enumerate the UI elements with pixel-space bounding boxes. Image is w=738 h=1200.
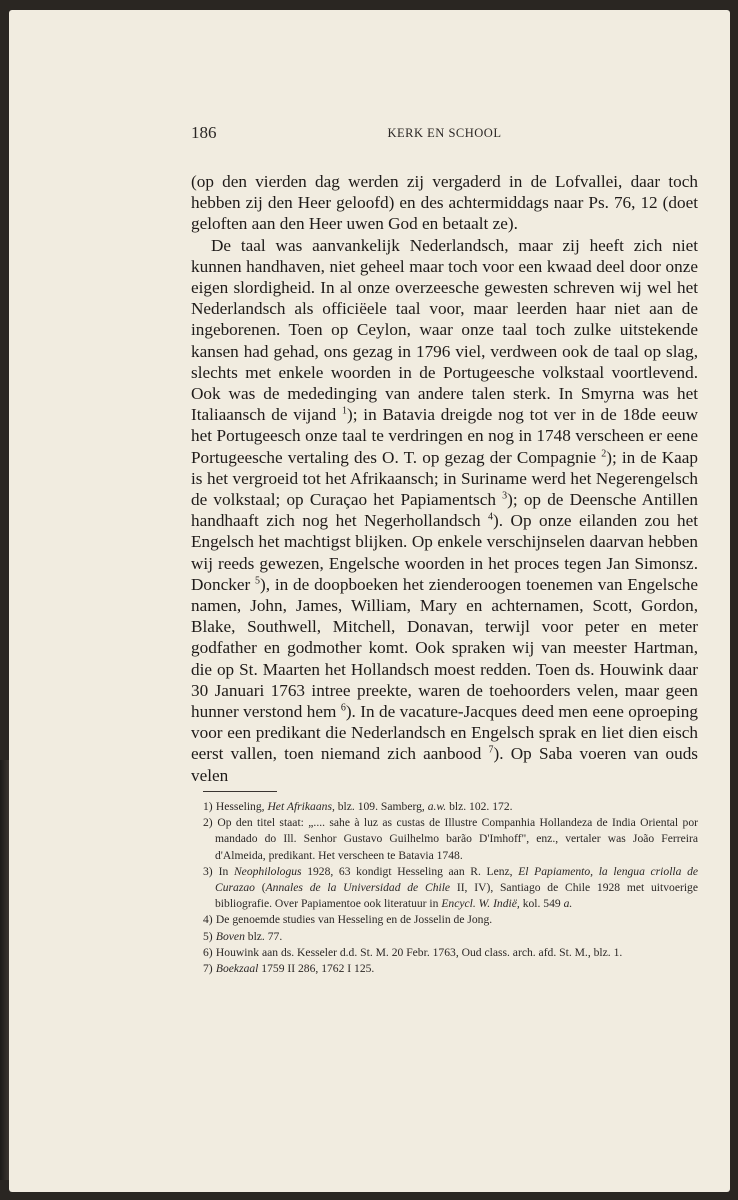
fn-text: 1759 II 286, 1762 I 125. xyxy=(258,962,375,976)
book-spine-shadow xyxy=(0,760,9,1180)
fn-italic: Neophilologus xyxy=(233,864,302,878)
fn-italic: a.w. xyxy=(427,800,447,813)
fn-text: II, IV), Santiago de Chile 1928 met uitvoerige bibliografie. Over Papiamentoe ook literatuur in xyxy=(215,881,698,911)
fn-text: kol. 549 xyxy=(519,897,564,911)
text-span: ). Op onze eilanden zou het Engelsch het machtigst blijken. Op enkele verschijnselen daarvan hebben wij reeds gewezen, Engelsche woorden in het proces tegen Jan Simonsz. Doncker xyxy=(191,511,698,594)
footnote-mark: 2) xyxy=(203,816,213,830)
footnote-mark: 5) xyxy=(203,929,213,943)
fn-text: blz. 77. xyxy=(244,929,283,943)
fn-italic: Boven xyxy=(215,929,245,943)
footnote-ref-6[interactable]: 6 xyxy=(340,702,346,714)
footnote-mark: 3) xyxy=(203,864,213,878)
fn-text: 1928, 63 kondigt Hesseling aan R. Lenz, xyxy=(301,864,519,878)
fn-italic: a. xyxy=(563,897,573,911)
fn-text: blz. 102. 172. xyxy=(446,800,513,813)
footnote-mark: 7) xyxy=(203,962,213,976)
fn-text: Hesseling, xyxy=(215,800,268,813)
fn-text: De genoemde studies van Hesseling en de Josselin de Jong. xyxy=(215,913,493,927)
footnote-4 xyxy=(203,912,698,928)
text-span: ). Op Saba voeren van ouds velen xyxy=(191,744,698,785)
fn-italic: Annales de la Universidad de Chile xyxy=(265,881,451,895)
footnote-mark: 6) xyxy=(203,945,213,959)
footnote-6 xyxy=(203,945,698,961)
footnote-mark: 4) xyxy=(203,913,213,927)
footnote-2 xyxy=(203,815,698,864)
fn-italic: Boekzaal xyxy=(215,962,259,976)
paragraph-1: (op den vierden dag werden zij vergaderd in de Lofvallei, daar toch hebben zij den Heer geloofd) en des achtermiddags naar Ps. 76, 12 (doet geloften aan den Heer uwen God en betaalt ze). xyxy=(191,172,698,234)
text-span: ); in de Kaap is het vergroeid tot het Afrikaansch; in Suriname werd het Negerengelsch de volkstaal; op Curaçao het Papiamentsch xyxy=(191,447,698,510)
page-number: 186 xyxy=(191,123,217,142)
fn-text: blz. 109. Samberg, xyxy=(334,800,428,813)
running-title: KERK EN SCHOOL xyxy=(387,126,502,140)
main-text xyxy=(191,171,698,786)
fn-italic: El Papiamento, la lengua criolla de Curazao xyxy=(215,864,699,895)
footnote-1 xyxy=(203,799,698,815)
footnote-ref-7[interactable]: 7 xyxy=(488,744,494,756)
footnote-ref-2[interactable]: 2 xyxy=(601,447,607,459)
footnotes xyxy=(203,799,698,977)
text-span: ); op de Deensche Antillen handhaaft zich nog het Negerhollandsch xyxy=(191,490,698,531)
footnote-ref-1[interactable]: 1 xyxy=(342,405,348,417)
text-span: ), in de doopboeken het zienderoogen toenemen van Engelsche namen, John, James, William, Mary en achternamen, Scott, Gordon, Blake, Southwell, Mitchell, Donavan, terwijl voor peter en meter godfather en godmother komt. Ook spraken wij van meester Hartman, die op St. Maarten het Hollandsch moest redden. Toen ds. Houwink daar 30 Januari 1763 intree preekte, waren de toehoorders velen, maar geen hunner verstond hem xyxy=(191,574,698,722)
fn-text: In xyxy=(218,864,234,878)
footnote-ref-5[interactable]: 5 xyxy=(255,575,260,587)
text-span: ); in Batavia dreigde nog tot ver in de 18de eeuw het Portugeesch onze taal te verdringen en nog in 1748 verscheen er eene Portugeesche vertaling des O. T. op gezag der Compagnie xyxy=(191,405,698,467)
fn-italic: Encycl. W. Indië, xyxy=(441,897,520,911)
paragraph-2 xyxy=(191,235,698,786)
footnote-mark: 1) xyxy=(203,800,213,813)
footnote-3 xyxy=(203,864,699,913)
fn-text: Op den titel staat: „.... sahe à luz as custas de Illustre Companhia Hollandeza de India Oriental por mandado do Ill. Senhor Gustavo Guilhelmo barão D'Imhoff", enz., vertaler was João Ferreira d'Almeida, predikant. Het verscheen te Batavia 1748. xyxy=(215,816,698,862)
footnote-7 xyxy=(203,961,698,977)
fn-text: ( xyxy=(254,881,266,895)
footnote-ref-3[interactable]: 3 xyxy=(502,490,508,502)
text-span: ). In de vacature-Jacques deed men eene oproeping voor een predikant die Nederlandsch en Engelsch sprak en liet dien eisch eerst vallen, toen niemand zich aanbood xyxy=(191,702,698,764)
fn-italic: Het Afrikaans, xyxy=(267,800,335,813)
text-span: De taal was aanvankelijk Nederlandsch, maar zij heeft zich niet kunnen handhaven, niet geheel maar toch voor een kwaad deel door onze eigen slordigheid. In al onze overzeesche gewesten schreven wij wel het Nederlandsch als officiëele taal voor, maar leerden haar niet aan de ingeborenen. Toen op Ceylon, waar onze taal toch zulke uitstekende kansen had gehad, ons gezag in 1796 viel, verdween ook de taal op slag, slechts met enkele woorden in de Portugeesche volkstaal voortlevend. Ook was de mededinging van andere talen sterk. In Smyrna was het Italiaansch de vijand xyxy=(191,235,698,425)
footnote-ref-4[interactable]: 4 xyxy=(488,511,494,523)
fn-text: Houwink aan ds. Kesseler d.d. St. M. 20 Febr. 1763, Oud class. arch. afd. St. M., blz. 1. xyxy=(215,945,623,959)
footnote-separator xyxy=(203,791,277,792)
footnote-5 xyxy=(203,929,698,945)
